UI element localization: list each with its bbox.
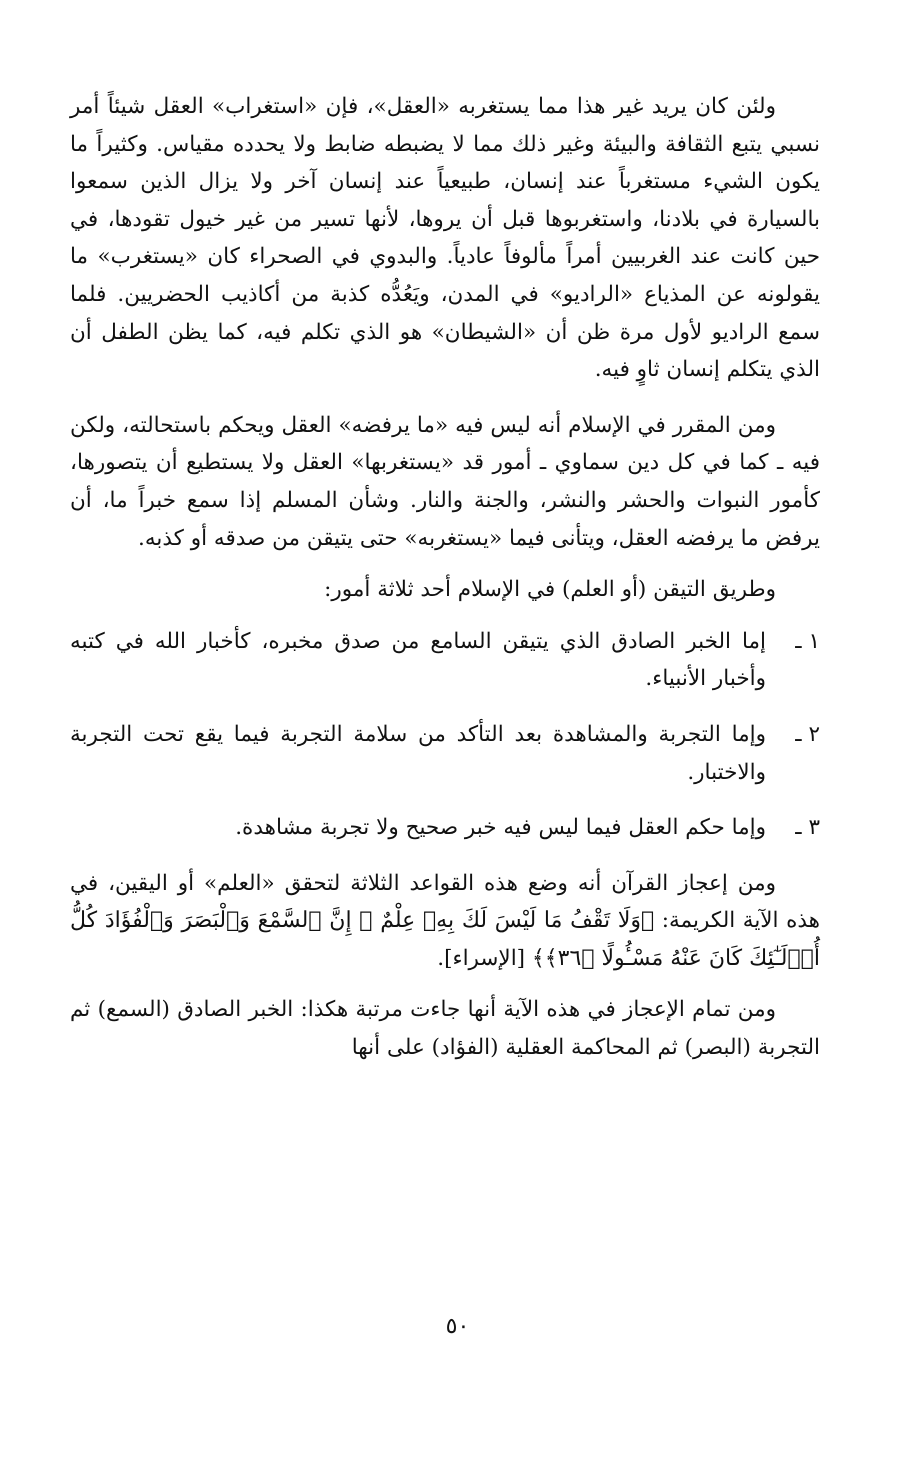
surah-reference: [الإسراء]. xyxy=(437,945,532,971)
paragraph-order-of-miracle: ومن تمام الإعجاز في هذه الآية أنها جاءت مرتبة هكذا: الخبر الصادق (السمع) ثم التجربة (البصر) ثم المحاكمة العقلية (الفؤاد) على أنها xyxy=(70,997,820,1061)
list-item-text: إما الخبر الصادق الذي يتيقن السامع من صدق مخبره، كأخبار الله في كتبه وأخبار الأنبياء. xyxy=(70,628,766,692)
list-item xyxy=(70,716,820,791)
list-item-text: وإما حكم العقل فيما ليس فيه خبر صحيح ولا تجربة مشاهدة. xyxy=(235,815,766,841)
list-item-number: ١ ـ xyxy=(795,628,820,654)
quran-verse: ﴿وَلَا تَقْفُ مَا لَيْسَ لَكَ بِهِۦ عِلْمٌ ۚ إِنَّ ٱلسَّمْعَ وَٱلْبَصَرَ وَٱلْفُؤَادَ كُلُّ أُو۟لَـٰٓئِكَ كَانَ عَنْهُ مَسْـُٔولًا ﴿٣٦﴾﴾ xyxy=(70,908,820,971)
list-item-number: ٣ ـ xyxy=(795,815,820,841)
list-item xyxy=(70,623,820,698)
paragraph-quran-miracle-intro: ومن إعجاز القرآن أنه وضع هذه القواعد الثلاثة لتحقق «العلم» أو اليقين، في هذه الآية الكريمة: xyxy=(70,870,820,934)
paragraph-estrangement: ولئن كان يريد غير هذا مما يستغربه «العقل»، فإن «استغراب» العقل شيئاً أمر نسبي يتبع الثقافة والبيئة وغير ذلك مما لا يضبطه ضابط ولا يحدده مقياس. وكثيراً ما يكون الشيء مستغرباً عند إنسان، طبيعياً عند إنسان آخر ولا يزال الذين سمعوا بالسيارة في بلادنا، واستغربوها قبل أن يروها، لأنها تسير من غير خيول تقودها، في حين كانت عند الغربيين أمراً مألوفاً عادياً. والبدوي في الصحراء كان «يستغرب» ما يقولونه عن المذياع «الراديو» في المدن، ويَعُدُّه كذبة من أكاذيب الحضريين. فلما سمع الراديو لأول مرة ظن أن «الشيطان» هو الذي تكلم فيه، كما يظن الطفل أن الذي يتكلم إنسان ثاوٍ فيه. xyxy=(70,94,820,383)
paragraph-ways-of-certainty: وطريق التيقن (أو العلم) في الإسلام أحد ثلاثة أمور: xyxy=(324,577,776,603)
list-item xyxy=(70,809,820,847)
page-number: ٥٠ xyxy=(445,1314,470,1339)
list-item-text: وإما التجربة والمشاهدة بعد التأكد من سلامة التجربة فيما يقع تحت التجربة والاختبار. xyxy=(70,721,766,785)
page-body xyxy=(70,88,820,1067)
paragraph-islam-reason: ومن المقرر في الإسلام أنه ليس فيه «ما يرفضه» العقل ويحكم باستحالته، ولكن فيه ـ كما في كل دين سماوي ـ أمور قد «يستغربها» العقل ولا يستطيع أن يتصورها، كأمور النبوات والحشر والنشر، والجنة والنار. وشأن المسلم إذا سمع خبراً ما، أن يرفض ما يرفضه العقل، ويتأنى فيما «يستغربه» حتى يتيقن من صدقه أو كذبه. xyxy=(70,412,820,551)
paragraph-quran-miracle xyxy=(70,865,820,978)
list-item-number: ٢ ـ xyxy=(795,721,820,747)
